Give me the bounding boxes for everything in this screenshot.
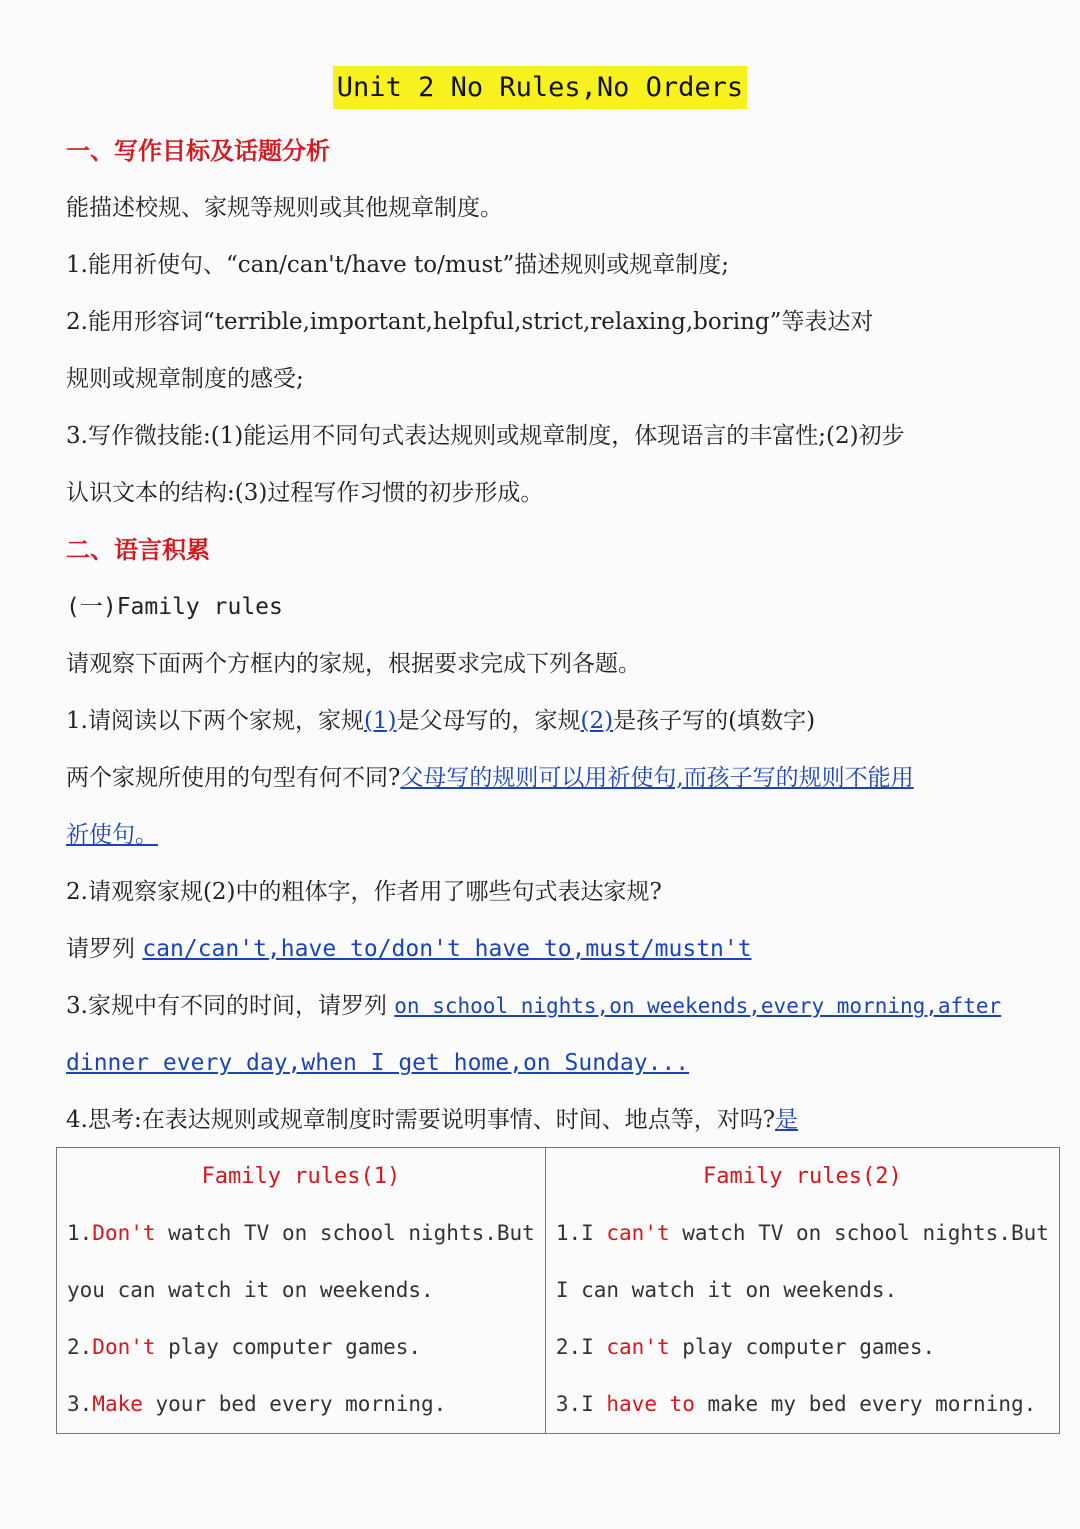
q2-prefix: 请罗列	[66, 936, 143, 962]
family-rules-1-item-2	[67, 1319, 535, 1376]
item-text: play computer games.	[669, 1335, 936, 1359]
q1-part3: 是孩子写的(填数字)	[613, 708, 816, 734]
q1-part2: 是父母写的，家规	[396, 708, 581, 734]
question-2-answer-line	[66, 932, 1014, 966]
q3-answer-line2: dinner every day,when I get home,on Sunday...	[66, 1050, 690, 1076]
page-title: Unit 2 No Rules,No Orders	[333, 66, 747, 109]
question-2: 2.请观察家规(2)中的粗体字，作者用了哪些句式表达家规?	[66, 879, 662, 905]
highlighted-word: Don't	[92, 1221, 156, 1245]
q4-answer: 是	[775, 1107, 799, 1133]
item-number: 3.I	[555, 1392, 607, 1416]
question-1b	[66, 761, 1014, 795]
item-number: 2.I	[555, 1335, 607, 1359]
q2-answer: can/can't,have to/don't have to,must/mustn't	[142, 936, 752, 962]
q1-part1: 1.请阅读以下两个家规，家规	[66, 708, 364, 734]
highlighted-word: Don't	[92, 1335, 156, 1359]
family-rules-2-cell	[545, 1148, 1059, 1434]
item-text: watch TV on school nights.But	[155, 1221, 535, 1245]
section2-heading: 二、语言积累	[66, 536, 210, 564]
item-number: 3.	[67, 1392, 93, 1416]
item-text: make my bed every morning.	[694, 1392, 1037, 1416]
title-wrap	[0, 66, 1080, 109]
goal-item-1: 1.能用祈使句、“can/can't/have to/must”描述规则或规章制度;	[66, 252, 730, 278]
question-3	[66, 989, 1014, 1023]
item-text: watch TV on school nights.But	[669, 1221, 1049, 1245]
family-rules-1-header: Family rules(1)	[201, 1164, 401, 1189]
family-rules-2-header: Family rules(2)	[703, 1164, 902, 1189]
section1-intro: 能描述校规、家规等规则或其他规章制度。	[66, 195, 503, 221]
family-rules-1-cell	[57, 1148, 546, 1434]
question-4	[66, 1103, 1014, 1137]
item-number: 1.I	[555, 1221, 607, 1245]
highlighted-word: Make	[92, 1392, 143, 1416]
q3-answer-line1: on school nights,on weekends,every morning,after	[394, 994, 1002, 1018]
family-rules-1-item-1	[67, 1205, 535, 1262]
q4-prefix: 4.思考:在表达规则或规章制度时需要说明事情、时间、地点等，对吗?	[66, 1107, 776, 1133]
q1-answer-1: (1)	[363, 708, 397, 734]
question-3-cont	[66, 1046, 1014, 1080]
item-text: your bed every morning.	[142, 1392, 447, 1416]
family-rules-2-item-3	[556, 1376, 1049, 1433]
question-1	[66, 704, 1014, 738]
highlighted-word: can't	[606, 1221, 670, 1245]
q3-prefix: 3.家规中有不同的时间，请罗列	[66, 993, 395, 1019]
family-rules-2-item-2	[556, 1319, 1049, 1376]
family-rules-2-item-1	[556, 1205, 1049, 1262]
family-rules-2-item-1-cont: I can watch it on weekends.	[555, 1278, 898, 1302]
question-1b-cont	[66, 818, 1014, 852]
section1-heading: 一、写作目标及话题分析	[66, 137, 330, 165]
goal-item-3-line2: 认识文本的结构:(3)过程写作习惯的初步形成。	[66, 480, 544, 506]
goal-item-2-line2: 规则或规章制度的感受;	[66, 366, 304, 392]
family-rules-table	[56, 1147, 1060, 1434]
item-number: 2.	[67, 1335, 93, 1359]
family-rules-1-item-3	[67, 1376, 535, 1433]
goal-item-3-line1: 3.写作微技能:(1)能运用不同句式表达规则或规章制度，体现语言的丰富性;(2)初步	[66, 423, 905, 449]
item-number: 1.	[67, 1221, 93, 1245]
q1b-answer-line1: 父母写的规则可以用祈使句,而孩子写的规则不能用	[400, 765, 914, 791]
highlighted-word: have to	[606, 1392, 695, 1416]
q1b-prefix: 两个家规所使用的句型有何不同?	[66, 765, 401, 791]
item-text: play computer games.	[155, 1335, 422, 1359]
family-rules-1-item-1-cont: you can watch it on weekends.	[67, 1278, 434, 1302]
highlighted-word: can't	[606, 1335, 670, 1359]
q1b-answer-line2: 祈使句。	[66, 822, 158, 848]
goal-item-2-line1: 2.能用形容词“terrible,important,helpful,strict,relaxing,boring”等表达对	[66, 309, 874, 335]
subsection-family-rules: (一)Family rules	[66, 594, 283, 620]
q1-answer-2: (2)	[580, 708, 614, 734]
instruction-text: 请观察下面两个方框内的家规，根据要求完成下列各题。	[66, 651, 641, 677]
